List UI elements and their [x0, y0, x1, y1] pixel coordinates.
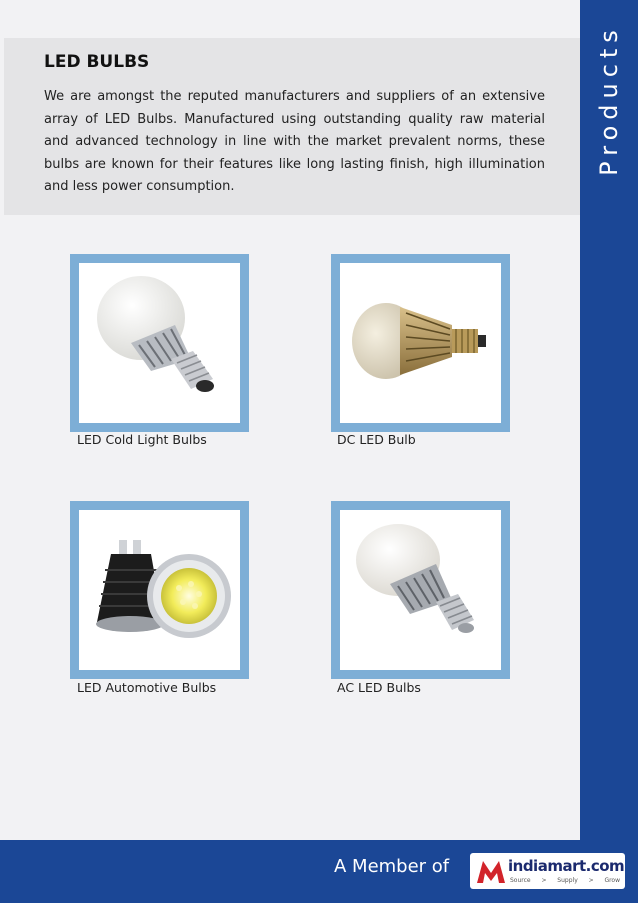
product-image-dc-led-bulb[interactable]	[331, 254, 510, 432]
bulb-image	[340, 510, 501, 670]
product-image-ac-led-bulbs[interactable]	[331, 501, 510, 679]
logo-tagline: Source > Supply > Grow	[510, 877, 620, 884]
indiamart-m-icon	[475, 857, 507, 885]
product-image-led-automotive-bulbs[interactable]	[70, 501, 249, 679]
product-name: LED Automotive Bulbs	[77, 680, 217, 695]
section-title: LED BULBS	[44, 52, 150, 72]
product-name: LED Cold Light Bulbs	[77, 432, 207, 447]
side-label: Products	[595, 24, 624, 176]
bulb-image	[79, 510, 240, 670]
product-image-led-cold-light-bulbs[interactable]	[70, 254, 249, 432]
section-description: We are amongst the reputed manufacturers and suppliers of an extensive array of LED Bulbs. Manufactured using outstanding quality raw material and advanced technology in line with the market prevalent norms, these bulbs are known for their features like long lasting finish, high illumination and less power consumption.	[44, 89, 545, 194]
bulb-image	[340, 263, 501, 423]
indiamart-logo[interactable]	[470, 853, 625, 889]
member-text: A Member of	[334, 856, 450, 877]
product-name: AC LED Bulbs	[337, 680, 421, 695]
bulb-image	[79, 263, 240, 423]
logo-text: indiamart.com	[508, 857, 625, 875]
product-name: DC LED Bulb	[337, 432, 416, 447]
